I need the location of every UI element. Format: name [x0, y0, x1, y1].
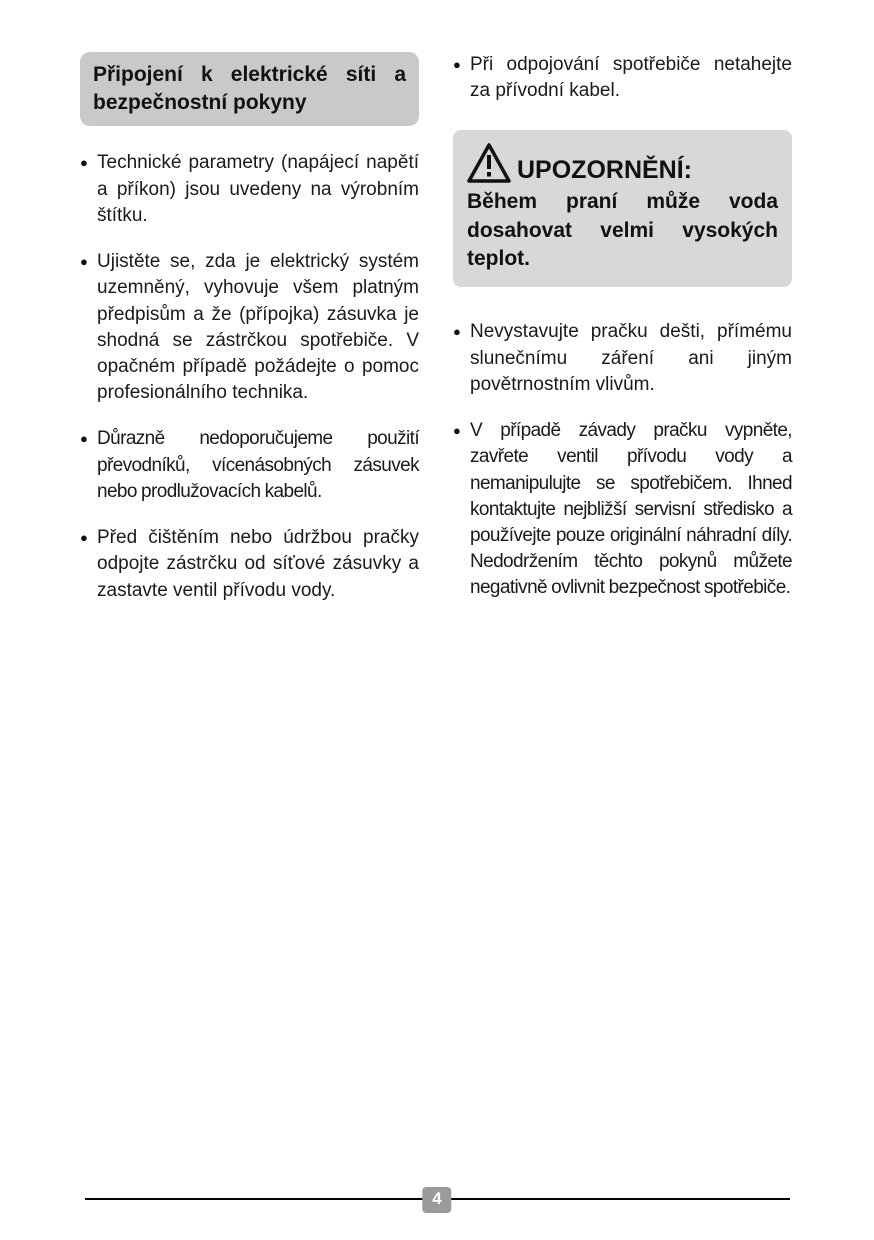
section-heading: Připojení k elektrické síti a bezpečnostní pokyny [80, 52, 419, 126]
warning-title: UPOZORNĚNÍ: [517, 155, 692, 184]
list-item-text: Důrazně nedoporučujeme použití převodníků, vícenásobných zásuvek nebo prodlužovacích kabelů. [97, 428, 419, 502]
bullet-icon: ● [80, 254, 88, 270]
page-number-badge: 4 [422, 1187, 451, 1213]
warning-header [467, 142, 778, 184]
list-item-text: Při odpojování spotřebiče netahejte za přívodní kabel. [470, 54, 792, 102]
warning-box [453, 130, 792, 287]
list-item [453, 319, 792, 398]
list-item [453, 52, 792, 104]
list-item-text: Ujistěte se, zda je elektrický systém uzemněný, vyhovuje všem platným předpisům a že (přípojka) zásuvka je shodná se zástrčkou spotřebiče. V opačném případě požádejte o pomoc profesionálního technika. [97, 251, 419, 404]
bullet-icon: ● [80, 431, 88, 447]
bullet-icon: ● [80, 530, 88, 546]
list-item [453, 418, 792, 602]
bullet-icon: ● [80, 155, 88, 171]
list-item [80, 426, 419, 505]
bullet-icon: ● [453, 423, 461, 439]
list-item-text: V případě závady pračku vypněte, zavřete ventil přívodu vody a nemanipulujte se spotřebičem. Ihned kontaktujte nejbližší servisní středisko a používejte pouze originální náhradní díly. Nedodržením těchto pokynů můžete negativně ovlivnit bezpečnost spotřebiče. [470, 420, 792, 599]
list-item [80, 525, 419, 604]
list-item-text: Technické parametry (napájecí napětí a příkon) jsou uvedeny na výrobním štítku. [97, 152, 419, 226]
warning-body-text: Během praní může voda dosahovat velmi vysokých teplot. [467, 190, 778, 271]
left-column [80, 52, 419, 624]
list-item [80, 249, 419, 406]
list-item-text: Nevystavujte pračku dešti, přímému slunečnímu záření ani jiným povětrnostním vlivům. [470, 321, 792, 395]
list-item-text: Před čištěním nebo údržbou pračky odpojte zástrčku od síťové zásuvky a zastavte ventil přívodu vody. [97, 527, 419, 601]
bullet-icon: ● [453, 57, 461, 72]
bullet-icon: ● [453, 324, 461, 340]
warning-triangle-icon [467, 142, 511, 184]
list-item [80, 150, 419, 229]
right-column [453, 52, 792, 624]
